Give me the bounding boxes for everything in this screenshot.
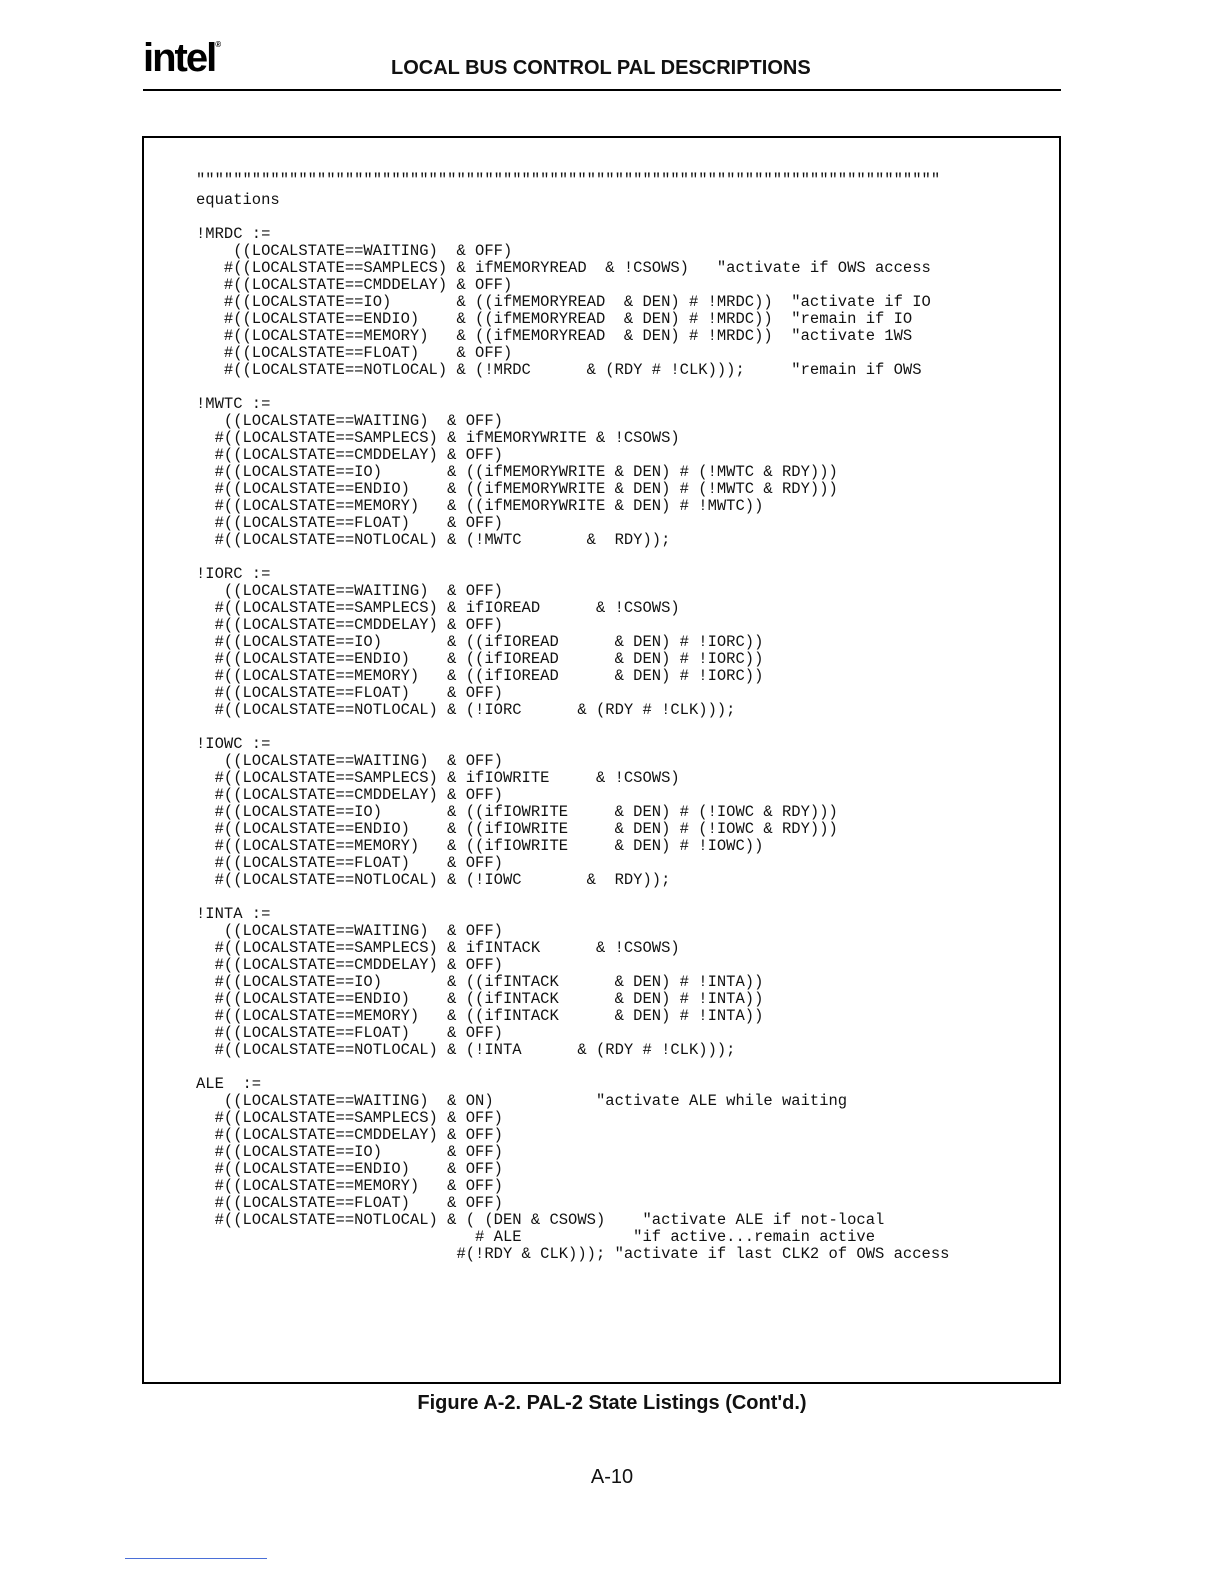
- header-rule: [143, 89, 1061, 91]
- page-header-title: LOCAL BUS CONTROL PAL DESCRIPTIONS: [391, 57, 811, 79]
- page-number: A-10: [590, 1466, 634, 1488]
- listing-box: [142, 136, 1061, 1384]
- separator-line: """""""""""""""""""""""""""""""""""""""""""""""""""""""""""""""""""""""""""""""": [196, 171, 941, 189]
- registered-mark: ®: [215, 40, 222, 49]
- footer-rule: [125, 1558, 267, 1559]
- intel-logo: [143, 36, 221, 81]
- figure-caption: Figure A-2. PAL-2 State Listings (Cont'd.): [417, 1392, 807, 1414]
- pal-equations-listing: equations !MRDC := ((LOCALSTATE==WAITING) & OFF) #((LOCALSTATE==SAMPLECS) & ifMEMORYREAD & !CSOWS) "activate if OWS access #((LOCALSTATE==CMDDELAY) & OFF) #((LOCALSTATE==IO) & ((ifMEMORYREAD & DEN) # !MRDC)) "activate if IO #((LOCALSTATE==ENDIO) & ((ifMEMORYREAD & DEN) # !MRDC)) "remain if IO #((LOCALSTATE==MEMORY) & ((ifMEMORYREAD & DEN) # !MRDC)) "activate 1WS #((LOCALSTATE==FLOAT) & OFF) #((LOCALSTATE==NOTLOCAL) & (!MRDC & (RDY # !CLK))); "remain if OWS !MWTC := ((LOCALSTATE==WAITING) & OFF) #((LOCALSTATE==SAMPLECS) & ifMEMORYWRITE & !CSOWS) #((LOCALSTATE==CMDDELAY) & OFF) #((LOCALSTATE==IO) & ((ifMEMORYWRITE & DEN) # (!MWTC & RDY))) #((LOCALSTATE==ENDIO) & ((ifMEMORYWRITE & DEN) # (!MWTC & RDY))) #((LOCALSTATE==MEMORY) & ((ifMEMORYWRITE & DEN) # !MWTC)) #((LOCALSTATE==FLOAT) & OFF) #((LOCALSTATE==NOTLOCAL) & (!MWTC & RDY)); !IORC := ((LOCALSTATE==WAITING) & OFF) #((LOCALSTATE==SAMPLECS) & ifIOREAD & !CSOWS) #((LOCALSTATE==CMDDELAY) & OFF) #((LOCALSTATE==IO) & ((ifIOREAD & DEN) # !IORC)) #((LOCALSTATE==ENDIO) & ((ifIOREAD & DEN) # !IORC)) #((LOCALSTATE==MEMORY) & ((ifIOREAD & DEN) # !IORC)) #((LOCALSTATE==FLOAT) & OFF) #((LOCALSTATE==NOTLOCAL) & (!IORC & (RDY # !CLK))); !IOWC := ((LOCALSTATE==WAITING) & OFF) #((LOCALSTATE==SAMPLECS) & ifIOWRITE & !CSOWS) #((LOCALSTATE==CMDDELAY) & OFF) #((LOCALSTATE==IO) & ((ifIOWRITE & DEN) # (!IOWC & RDY))) #((LOCALSTATE==ENDIO) & ((ifIOWRITE & DEN) # (!IOWC & RDY))) #((LOCALSTATE==MEMORY) & ((ifIOWRITE & DEN) # !IOWC)) #((LOCALSTATE==FLOAT) & OFF) #((LOCALSTATE==NOTLOCAL) & (!IOWC & RDY)); !INTA := ((LOCALSTATE==WAITING) & OFF) #((LOCALSTATE==SAMPLECS) & ifINTACK & !CSOWS) #((LOCALSTATE==CMDDELAY) & OFF) #((LOCALSTATE==IO) & ((ifINTACK & DEN) # !INTA)) #((LOCALSTATE==ENDIO) & ((ifINTACK & DEN) # !INTA)) #((LOCALSTATE==MEMORY) & ((ifINTACK & DEN) # !INTA)) #((LOCALSTATE==FLOAT) & OFF) #((LOCALSTATE==NOTLOCAL) & (!INTA & (RDY # !CLK))); ALE := ((LOCALSTATE==WAITING) & ON) "activate ALE while waiting #((LOCALSTATE==SAMPLECS) & OFF) #((LOCALSTATE==CMDDELAY) & OFF) #((LOCALSTATE==IO) & OFF) #((LOCALSTATE==ENDIO) & OFF) #((LOCALSTATE==MEMORY) & OFF) #((LOCALSTATE==FLOAT) & OFF) #((LOCALSTATE==NOTLOCAL) & ( (DEN & CSOWS) "activate ALE if not-local # ALE "if active...remain active #(!RDY & CLK))); "activate if last CLK2 of OWS access: [196, 191, 950, 1263]
- logo-text: intel: [143, 36, 216, 80]
